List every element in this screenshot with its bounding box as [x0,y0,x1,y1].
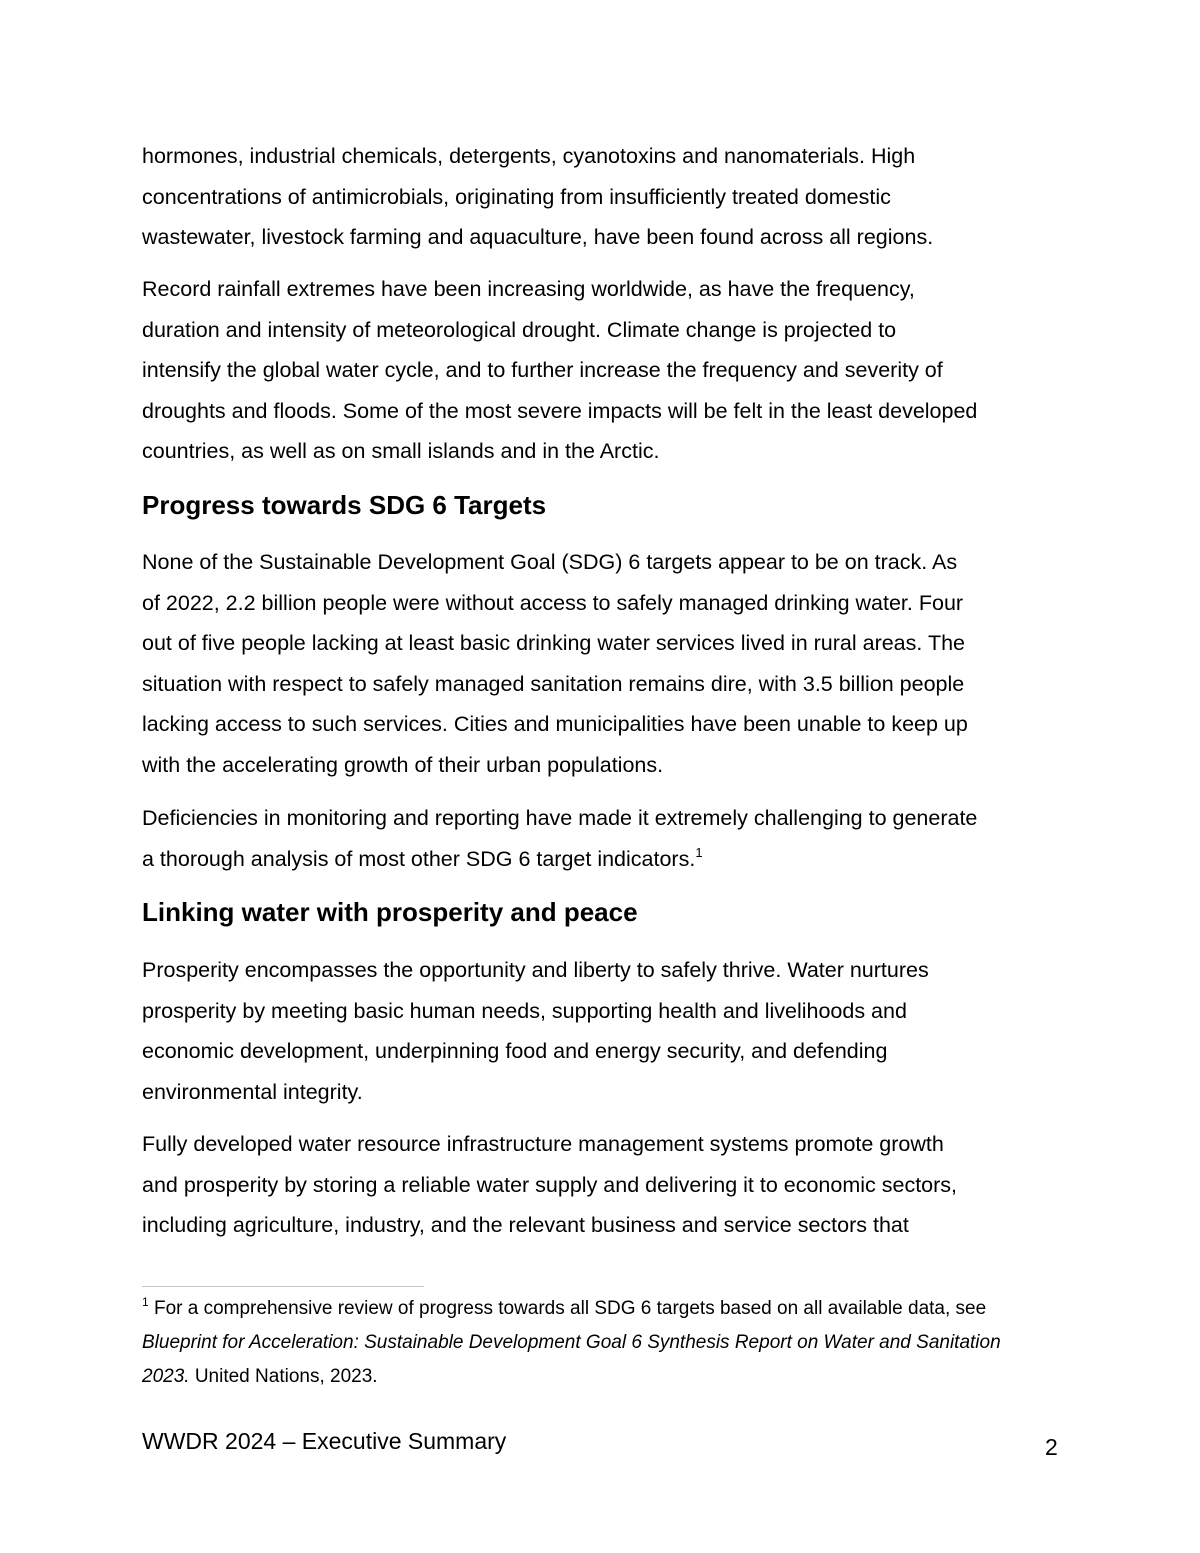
footnote-separator [142,1286,424,1287]
footer-title: WWDR 2024 – Executive Summary [142,1428,507,1454]
footnote-text: United Nations, 2023. [189,1366,378,1387]
heading-prosperity-peace: Linking water with prosperity and peace [142,897,638,927]
paragraph-rainfall [142,269,977,472]
text-line: Record rainfall extremes have been increasing worldwide, as have the frequency, [142,277,915,301]
text-line: including agriculture, industry, and the relevant business and service sectors that [142,1213,909,1237]
footnote-text: For a comprehensive review of progress towards all SDG 6 targets based on all available data, see [148,1298,987,1319]
text-line: Prosperity encompasses the opportunity and liberty to safely thrive. Water nurtures [142,958,929,982]
text-line: prosperity by meeting basic human needs, supporting health and livelihoods and [142,998,907,1023]
text-line: economic development, underpinning food and energy security, and defending [142,1039,888,1063]
footnote [142,1292,1062,1394]
text-line: situation with respect to safely managed sanitation remains dire, with 3.5 billion people [142,671,965,696]
paragraph-infrastructure [142,1124,957,1246]
page-number: 2 [1045,1434,1058,1460]
text-line: of 2022, 2.2 billion people were without access to safely managed drinking water. Four [142,590,964,615]
paragraph-prosperity [142,950,929,1112]
text-line: concentrations of antimicrobials, originating from insufficiently treated domestic [142,184,891,209]
paragraph-sdg6 [142,542,968,785]
paragraph-monitoring [142,798,977,879]
text-line [142,839,977,880]
footnote-citation-title: 2023. [142,1366,190,1387]
text-line: Fully developed water resource infrastructure management systems promote growth [142,1132,944,1156]
text-span: a thorough analysis of most other SDG 6 target indicators. [142,846,696,871]
paragraph-contaminants [142,136,933,258]
text-line: environmental integrity. [142,1079,363,1104]
text-line: None of the Sustainable Development Goal (SDG) 6 targets appear to be on track. As [142,550,958,574]
text-line: countries, as well as on small islands and in the Arctic. [142,439,660,463]
text-line: Deficiencies in monitoring and reporting have made it extremely challenging to generate [142,806,978,830]
text-line: lacking access to such services. Cities and municipalities have been unable to keep up [142,712,968,736]
text-line: droughts and floods. Some of the most severe impacts will be felt in the least developed [142,398,978,423]
text-line: with the accelerating growth of their urban populations. [142,752,664,777]
text-line: out of five people lacking at least basic drinking water services lived in rural areas. The [142,631,965,655]
text-line: duration and intensity of meteorological drought. Climate change is projected to [142,317,897,342]
footnote-reference[interactable]: 1 [695,844,703,860]
footnote-marker: 1 [142,1295,149,1309]
text-line: and prosperity by storing a reliable water supply and delivering it to economic sectors, [142,1172,958,1197]
text-line: hormones, industrial chemicals, detergents, cyanotoxins and nanomaterials. High [142,144,916,168]
footnote-line [142,1292,1062,1326]
footnote-line [142,1326,1062,1360]
heading-sdg6-progress: Progress towards SDG 6 Targets [142,490,547,520]
text-line: wastewater, livestock farming and aquaculture, have been found across all regions. [142,225,934,249]
footnote-line [142,1360,1062,1394]
footnote-citation-title: Blueprint for Acceleration: Sustainable Development Goal 6 Synthesis Report on Water and Sanitation [142,1332,1001,1353]
text-line: intensify the global water cycle, and to further increase the frequency and severity of [142,358,943,382]
